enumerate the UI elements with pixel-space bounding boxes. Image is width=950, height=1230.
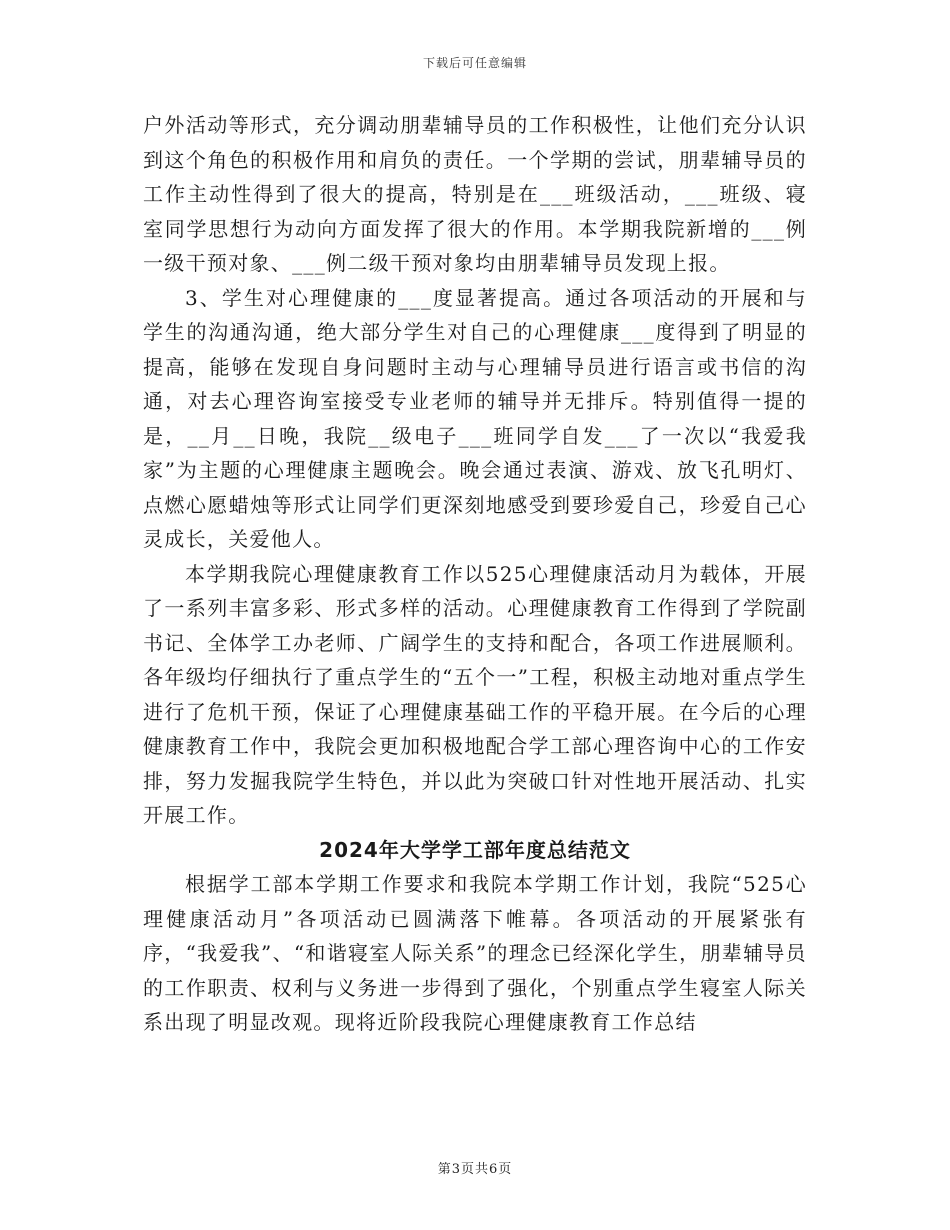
paragraph-section-intro: 根据学工部本学期工作要求和我院本学期工作计划，我院“525心理健康活动月”各项活动已圆满落下帷幕。各项活动的开展紧张有序，“我爱我”、“和谐寝室人际关系”的理念已经深化学生，朋辈辅导员的工作职责、权利与义务进一步得到了强化，个别重点学生寝室人际关系出现了明显改观。现将近阶段我院心理健康教育工作总结 [143, 872, 807, 1034]
paragraph-semester-summary: 本学期我院心理健康教育工作以525心理健康活动月为载体，开展了一系列丰富多彩、形式多样的活动。心理健康教育工作得到了学院副书记、全体学工办老师、广阔学生的支持和配合，各项工作进展顺利。各年级均仔细执行了重点学生的“五个一”工程，积极主动地对重点学生进行了危机干预，保证了心理健康基础工作的平稳开展。在今后的心理健康教育工作中，我院会更加积极地配合学工部心理咨询中心的工作安排，努力发掘我院学生特色，并以此为突破口针对性地开展活动、扎实开展工作。 [143, 561, 807, 827]
page-number-footer: 第3页共6页 [437, 1162, 513, 1177]
page-header-note: 下载后可任意编辑 [422, 56, 527, 70]
paragraph-psych-awareness: 3、学生对心理健康的___度显著提高。通过各项活动的开展和与学生的沟通沟通，绝大部分学生对自己的心理健康___度得到了明显的提高，能够在发现自身问题时主动与心理辅导员进行语言或书信的沟通，对去心理咨询室接受专业老师的辅导并无排斥。特别值得一提的是，__月__日晚，我院__级电子___班同学自发___了一次以“我爱我家”为主题的心理健康主题晚会。晚会通过表演、游戏、放飞孔明灯、点燃心愿蜡烛等形式让同学们更深刻地感受到要珍爱自己，珍爱自己心灵成长，关爱他人。 [143, 285, 807, 551]
paragraph-continuation: 户外活动等形式，充分调动朋辈辅导员的工作积极性，让他们充分认识到这个角色的积极作用和肩负的责任。一个学期的尝试，朋辈辅导员的工作主动性得到了很大的提高，特别是在___班级活动，___班级、寝室同学思想行为动向方面发挥了很大的作用。本学期我院新增的___例一级干预对象、___例二级干预对象均由朋辈辅导员发现上报。 [143, 113, 807, 275]
section-title: 2024年大学学工部年度总结范文 [319, 837, 631, 862]
document-body [143, 108, 807, 1040]
